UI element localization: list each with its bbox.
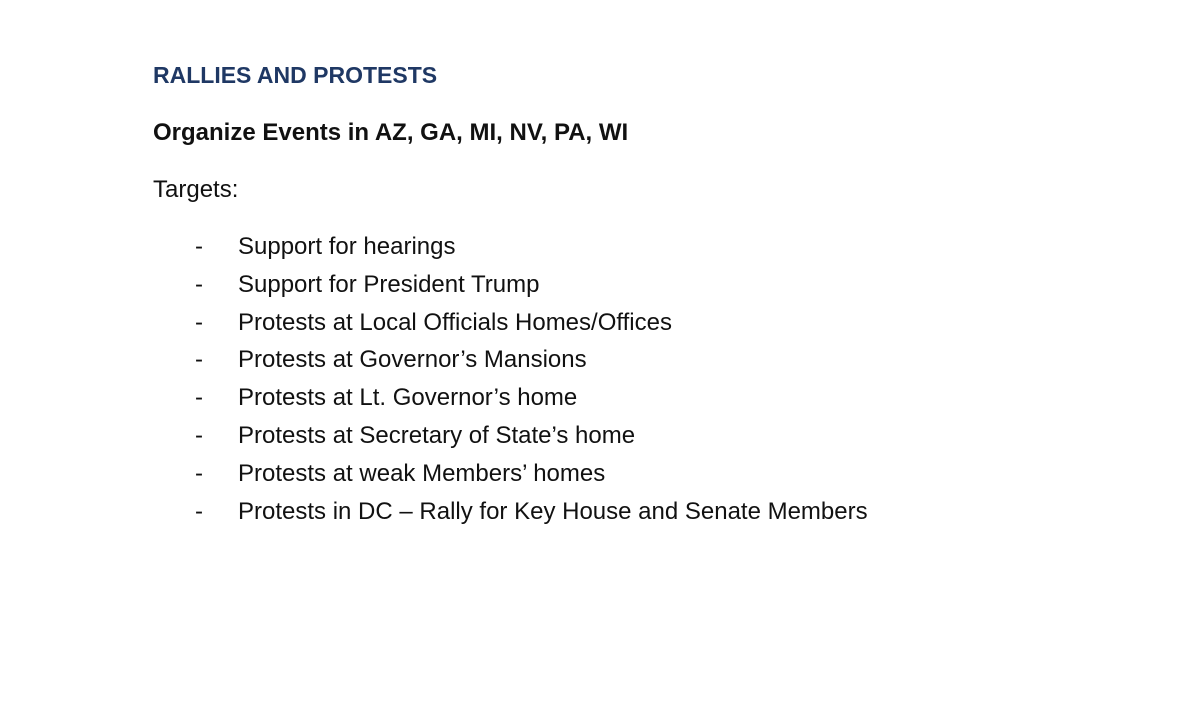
bullet-dash: - [195, 384, 203, 412]
list-item-text: Support for President Trump [238, 270, 540, 298]
bullet-dash: - [195, 308, 203, 336]
targets-label: Targets: [153, 176, 239, 203]
bullet-dash: - [195, 421, 203, 449]
bullet-dash: - [195, 233, 203, 260]
list-item-text: Protests at Lt. Governor’s home [238, 384, 578, 412]
bullet-dash: - [195, 270, 203, 298]
list-item-text: Protests at weak Members’ homes [238, 459, 606, 487]
list-item-text: Protests at Secretary of State’s home [238, 421, 636, 449]
list-item-text: Support for hearings [238, 233, 456, 260]
subheading: Organize Events in AZ, GA, MI, NV, PA, WI [153, 119, 629, 146]
list-item-text: Protests at Local Officials Homes/Offices [238, 308, 672, 336]
bullet-dash: - [195, 346, 203, 374]
list-item-text: Protests at Governor’s Mansions [238, 346, 587, 374]
bullet-dash: - [195, 497, 203, 525]
bullet-dash: - [195, 459, 203, 487]
list-item-text: Protests in DC – Rally for Key House and Senate Members [238, 497, 868, 525]
section-heading: RALLIES AND PROTESTS [153, 62, 438, 88]
